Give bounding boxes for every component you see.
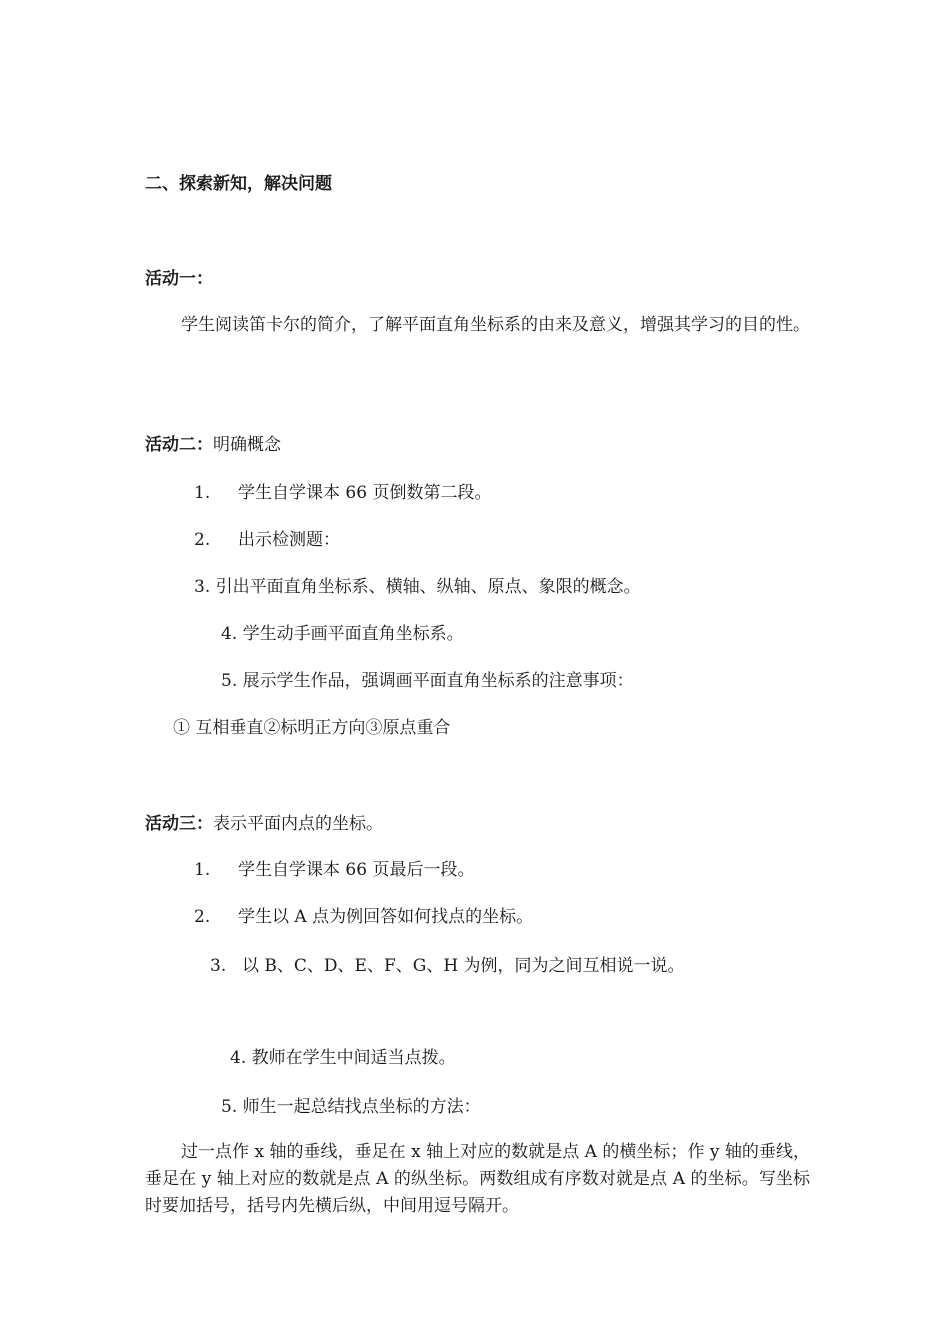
item-text: 出示检测题： — [238, 530, 340, 550]
activity3-summary: 过一点作 x 轴的垂线，垂足在 x 轴上对应的数就是点 A 的横坐标；作 y 轴的垂线，垂足在 y 轴上对应的数就是点 A 的纵坐标。两数组成有序数对就是点 A 的坐标。写坐标时要加括号，括号内先横后纵，中间用逗号隔开。 — [145, 1142, 810, 1216]
activity2-item-5: 5. 展示学生作品，强调画平面直角坐标系的注意事项： — [221, 671, 634, 691]
activity3-subtitle: 表示平面内点的坐标。 — [213, 814, 383, 834]
activity1-text: 学生阅读笛卡尔的简介，了解平面直角坐标系的由来及意义，增强其学习的目的性。 — [181, 315, 810, 335]
activity2-subtitle: 明确概念 — [213, 435, 281, 455]
activity3-heading — [145, 812, 383, 836]
activity3-item-2 — [194, 905, 533, 929]
activity2-item-1 — [194, 481, 491, 505]
activity2-heading — [145, 433, 281, 457]
item-number: 3. — [210, 956, 227, 976]
activity2-item-4: 4. 学生动手画平面直角坐标系。 — [221, 624, 464, 644]
activity3-item-1 — [194, 858, 474, 882]
activity2-label: 活动二： — [145, 435, 213, 455]
activity1-label: 活动一： — [145, 269, 213, 289]
activity2-item-3: 3. 引出平面直角坐标系、横轴、纵轴、原点、象限的概念。 — [194, 577, 641, 597]
item-text: 学生以 A 点为例回答如何找点的坐标。 — [238, 907, 534, 927]
item-text: 学生自学课本 66 页最后一段。 — [238, 860, 475, 880]
activity2-notes: ① 互相垂直②标明正方向③原点重合 — [173, 718, 451, 738]
item-text: 学生自学课本 66 页倒数第二段。 — [238, 483, 492, 503]
item-text: 以 B、C、D、E、F、G、H 为例，同为之间互相说一说。 — [242, 956, 685, 976]
activity3-item-3 — [210, 954, 685, 978]
item-number: 2. — [194, 530, 211, 550]
activity3-label: 活动三： — [145, 814, 213, 834]
activity3-item-4: 4. 教师在学生中间适当点拨。 — [230, 1048, 456, 1068]
item-number: 2. — [194, 907, 211, 927]
item-number: 1. — [194, 860, 211, 880]
item-number: 1. — [194, 483, 211, 503]
activity2-item-2 — [194, 528, 340, 552]
activity3-item-5: 5. 师生一起总结找点坐标的方法： — [221, 1097, 481, 1117]
section-title: 二、探索新知，解决问题 — [145, 174, 332, 194]
